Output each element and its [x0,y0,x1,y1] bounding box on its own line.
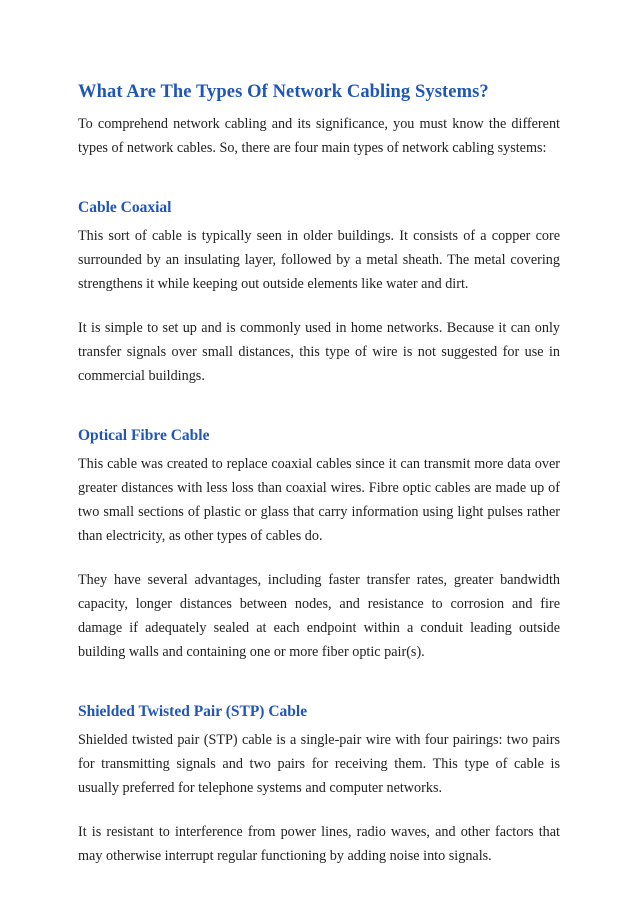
section-paragraph: They have several advantages, including faster transfer rates, greater bandwidth capacity, longer distances between nodes, and resistance to corrosion and fire damage if adequately sealed at each endpoint within a conduit leading outside building walls and containing one or more fiber optic pair(s). [78,572,560,661]
section-shielded-twisted-pair [78,702,560,868]
intro-paragraph: To comprehend network cabling and its significance, you must know the different types of network cables. So, there are four main types of network cabling systems: [78,116,560,157]
section-paragraph: This cable was created to replace coaxial cables since it can transmit more data over greater distances with less loss than coaxial wires. Fibre optic cables are made up of two small sections of plastic or glass that carry information using light pulses rather than electricity, as other types of cables do. [78,456,560,545]
section-paragraph: Shielded twisted pair (STP) cable is a single-pair wire with four pairings: two pairs for transmitting signals and two pairs for receiving them. This type of cable is usually preferred for telephone systems and computer networks. [78,732,560,797]
section-heading: Optical Fibre Cable [78,427,210,445]
section-heading: Shielded Twisted Pair (STP) Cable [78,703,308,721]
document-body [78,80,560,868]
section-optical-fibre-cable [78,426,560,664]
section-cable-coaxial [78,198,560,388]
page-title: What Are The Types Of Network Cabling Systems? [78,82,489,102]
section-paragraph: It is resistant to interference from power lines, radio waves, and other factors that may otherwise interrupt regular functioning by adding noise into signals. [78,824,560,865]
section-paragraph: It is simple to set up and is commonly used in home networks. Because it can only transfer signals over small distances, this type of wire is not suggested for use in commercial buildings. [78,320,560,385]
section-heading: Cable Coaxial [78,199,172,217]
section-paragraph: This sort of cable is typically seen in older buildings. It consists of a copper core surrounded by an insulating layer, followed by a metal sheath. The metal covering strengthens it while keeping out outside elements like water and dirt. [78,228,560,293]
